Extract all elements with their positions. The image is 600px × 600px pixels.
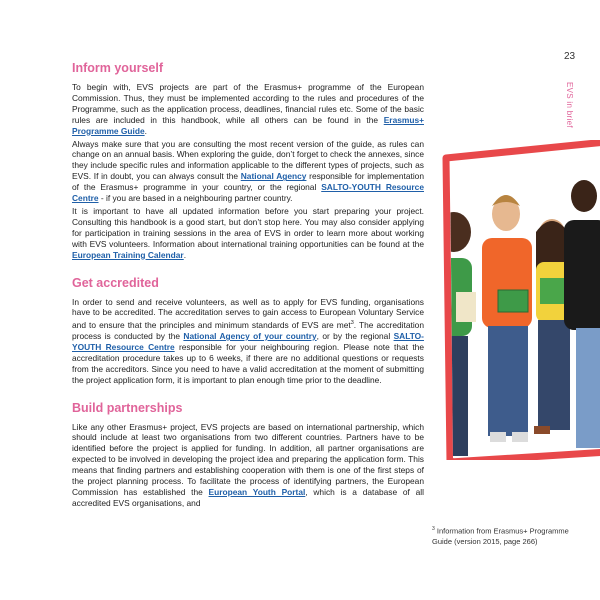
inform-paragraph-2: Always make sure that you are consulting the most recent version of the guide, as rules can change on an annual basis. When exploring the guide, don’t forget to check the annexes, since they include specific rules and information applicable to the different types of projects, such as EVS. If in doubt, you can always consult the National Agency responsible for implementation of the Erasmus+ programme in your country, or the regional SALTO-YOUTH Resource Centre - if you are based in a neighbouring partner country.	[72, 138, 424, 204]
footnote-number: 3	[432, 526, 435, 532]
footnote-ref: 3	[350, 320, 354, 327]
link-national-agency[interactable]: National Agency	[240, 171, 307, 182]
footnote-text: Information from Erasmus+ Programme Guide (version 2015, page 266)	[432, 526, 569, 546]
students-photo	[436, 140, 600, 458]
accredited-paragraph: In order to send and receive volunteers, as well as to apply for EVS funding, organisations have to be accredited. The accreditation serves to gain access to European Voluntary Service and to ensure that the principles and minimum standards of EVS are met$^3$. The accreditation process is conducted by the National Agency of your country, or by the regional SALTO-YOUTH Resource Centre responsible for your neighbouring region. Please note that the accreditation procedure takes up to 6 weeks, if there are no additional questions or requests from the accreditors. Since you need to have a valid accreditation at the moment of submitting the project application form, it is important to plan enough time prior to the deadline.	[72, 296, 424, 385]
footnote	[432, 524, 582, 547]
heading-inform-yourself: Inform yourself	[72, 61, 163, 75]
partnerships-paragraph: Like any other Erasmus+ project, EVS projects are based on international partnership, which should include at least two organisations from two different countries. Partners have to be identified before the project is applied for funding. In addition, all partner organisations are expected to be involved in developing the project idea and preparing the application form. This means that finding partners and establishing cooperation with them is one of the first steps of the project planning process. To facilitate the process of identifying partners, the European Commission has established the European Youth Portal, which is a database of all accredited EVS organisations, and	[72, 421, 424, 508]
link-programme-guide[interactable]: Erasmus+ Programme Guide	[72, 114, 424, 136]
inform-paragraph-1: To begin with, EVS projects are part of the Erasmus+ programme of the European Commission. Thus, they must be implemented according to the rules and procedures of the Programme, such as the application process, deadlines, financial rules etc. Some of the basic rules are included in this handbook, while all others can be found in the Erasmus+ Programme Guide.	[72, 82, 424, 136]
link-national-agency-country[interactable]: National Agency of your country	[183, 331, 317, 342]
inform-paragraph-3: It is important to have all updated information before you start preparing your project. Consulting this handbook is a good start, but don’t stop here. You may also consider applying for participation in training sessions in the area of EVS in order to learn more about working with EVS volunteers. Information about international training opportunities can be found at the European Training Calendar.	[72, 205, 424, 260]
running-head: EVS in brief	[565, 82, 574, 128]
link-european-youth-portal[interactable]: European Youth Portal	[208, 486, 306, 497]
main-column	[72, 60, 424, 511]
students-illustration	[436, 140, 600, 460]
notebook	[498, 290, 528, 312]
heading-build-partnerships: Build partnerships	[72, 400, 183, 415]
link-training-calendar[interactable]: European Training Calendar	[72, 249, 184, 260]
page-number: 23	[564, 51, 576, 62]
link-salto-youth-2[interactable]: SALTO-YOUTH Resource Centre	[72, 331, 424, 352]
link-salto-youth[interactable]: SALTO-YOUTH Resource Centre	[72, 182, 424, 204]
heading-get-accredited: Get accredited	[72, 275, 159, 290]
